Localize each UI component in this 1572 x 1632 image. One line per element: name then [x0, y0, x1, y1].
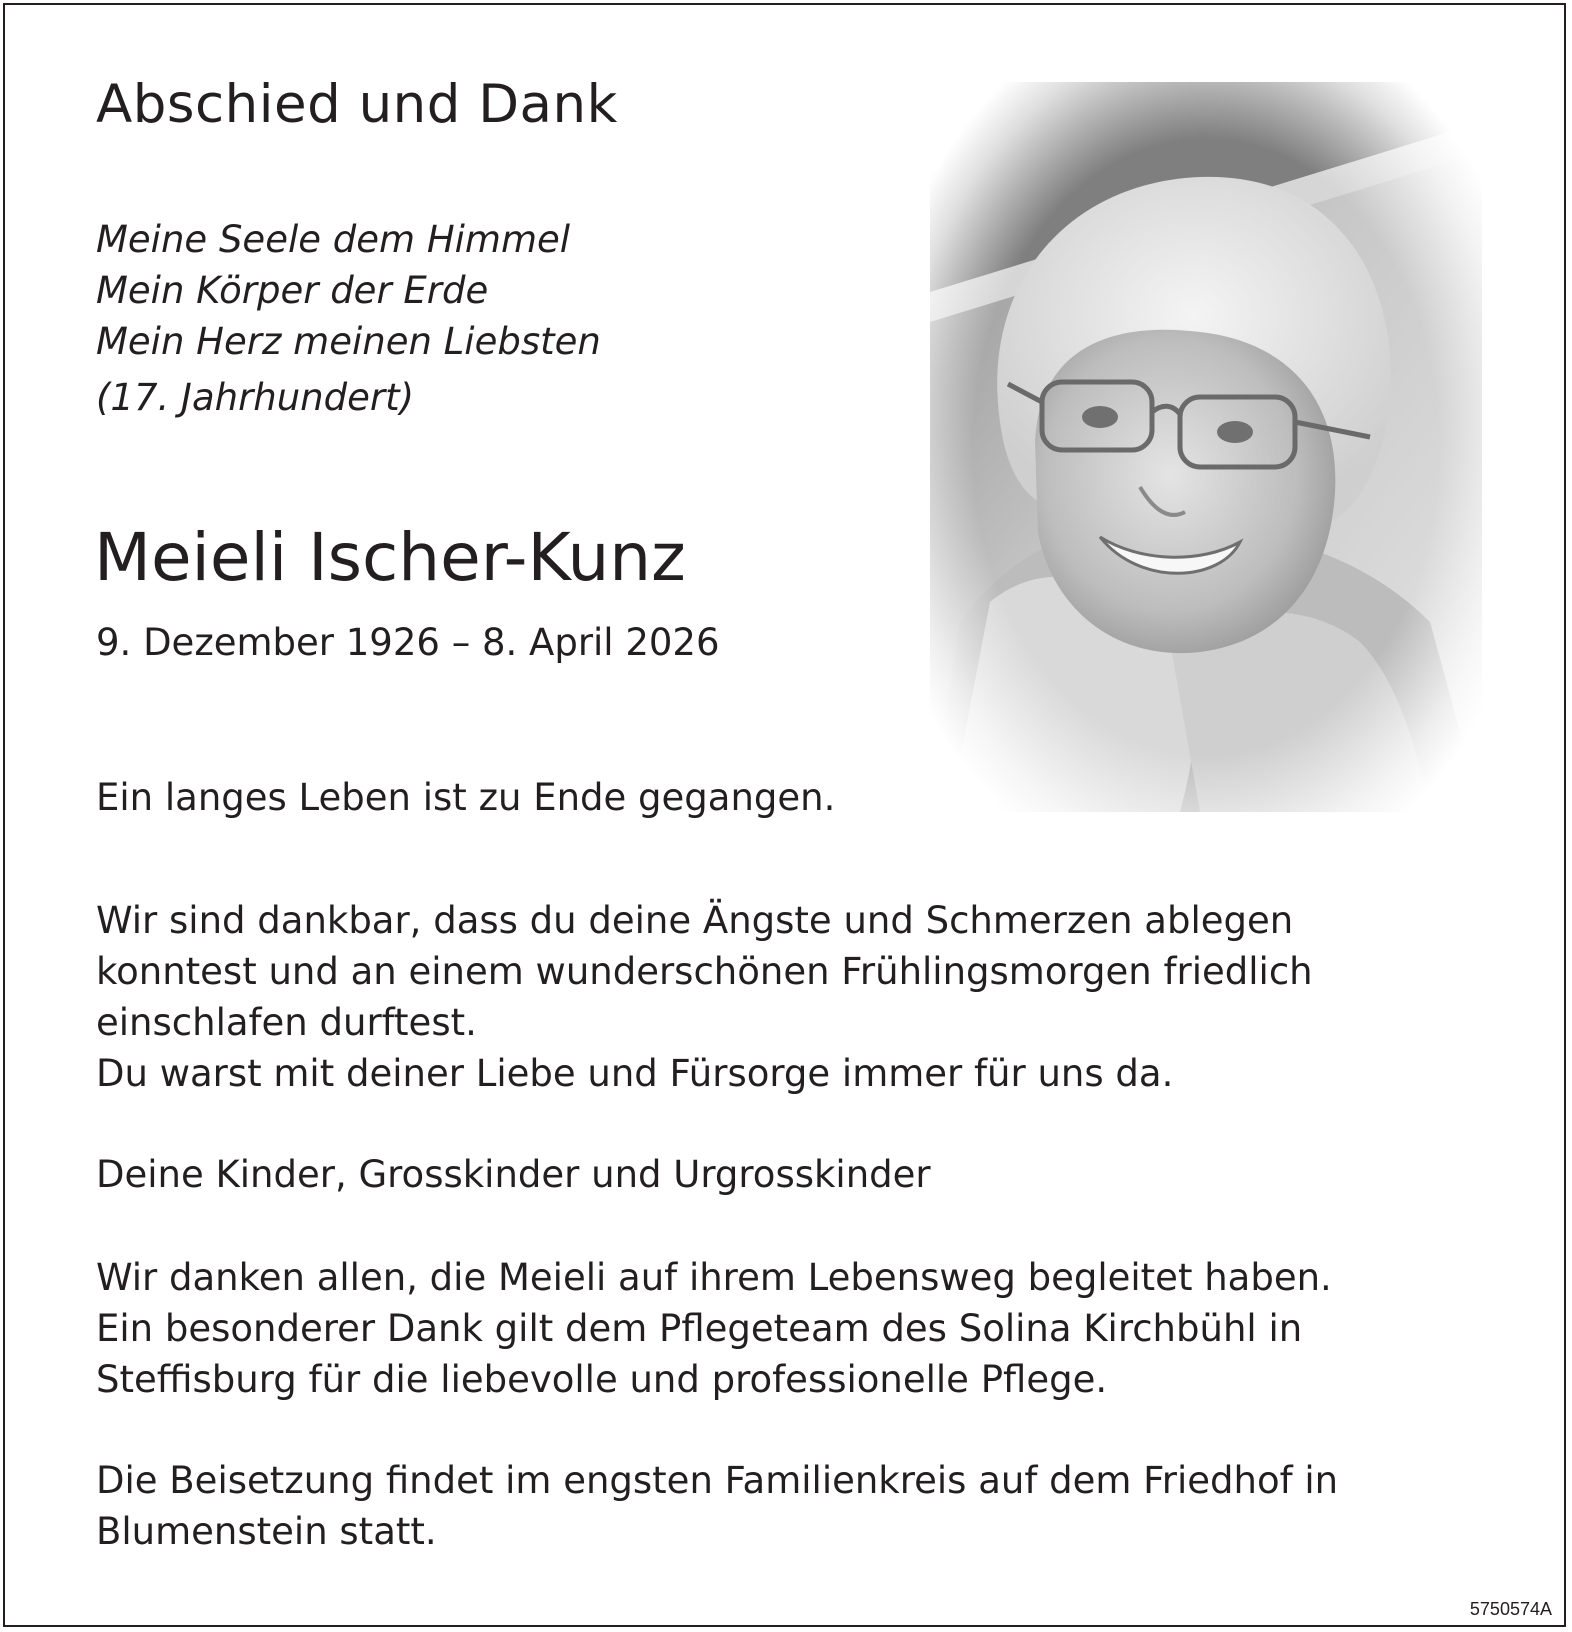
text-line: Wir sind dankbar, dass du deine Ängste und Schmerzen ablegen — [96, 899, 1294, 942]
paragraph-burial — [96, 1455, 1338, 1557]
portrait-photo — [930, 82, 1482, 812]
text-line: Blumenstein statt. — [96, 1510, 437, 1553]
text-line: einschlafen durftest. — [96, 1001, 477, 1044]
poem-line: Mein Körper der Erde — [96, 269, 489, 312]
text-line: Wir danken allen, die Meieli auf ihrem Lebensweg begleitet haben. — [96, 1256, 1332, 1299]
text-line: Du warst mit deiner Liebe und Fürsorge immer für uns da. — [96, 1052, 1174, 1095]
text-line: Ein langes Leben ist zu Ende gegangen. — [96, 776, 836, 819]
poem-line: Mein Herz meinen Liebsten — [96, 320, 601, 363]
text-line: Die Beisetzung findet im engsten Familienkreis auf dem Friedhof in — [96, 1459, 1339, 1502]
paragraph-gratitude — [96, 895, 1313, 1099]
poem-line: Meine Seele dem Himmel — [96, 218, 571, 261]
poem — [96, 214, 601, 423]
notice-heading: Abschied und Dank — [96, 74, 618, 135]
reference-number: 5750574A — [1469, 1599, 1552, 1619]
life-dates: 9. Dezember 1926 – 8. April 2026 — [96, 621, 720, 664]
text-line: Ein besonderer Dank gilt dem Pflegeteam des Solina Kirchbühl in — [96, 1307, 1303, 1350]
text-line: konntest und an einem wunderschönen Frühlingsmorgen friedlich — [96, 950, 1313, 993]
text-line: Steffisburg für die liebevolle und professionelle Pflege. — [96, 1358, 1108, 1401]
paragraph-family — [96, 1149, 931, 1200]
paragraph-farewell — [96, 772, 835, 823]
poem-source: (17. Jahrhundert) — [96, 376, 415, 419]
text-line: Deine Kinder, Grosskinder und Urgrosskinder — [96, 1153, 931, 1196]
paragraph-thanks — [96, 1252, 1332, 1405]
deceased-name: Meieli Ischer-Kunz — [94, 519, 686, 596]
